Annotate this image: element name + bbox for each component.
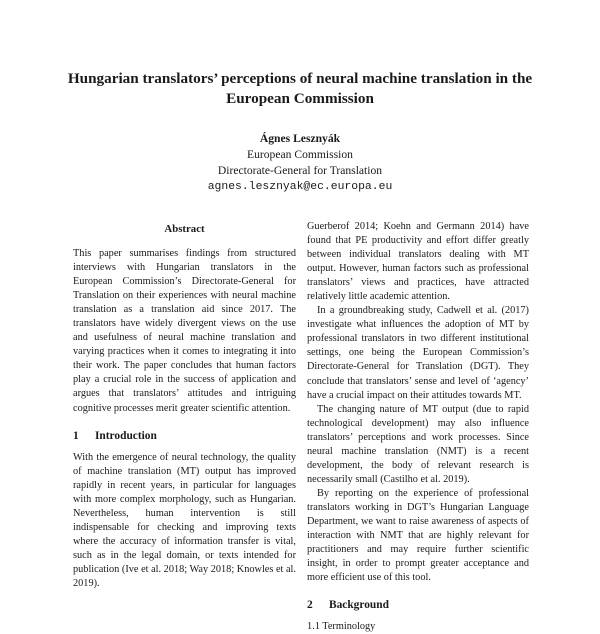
right-paragraph-2: In a groundbreaking study, Cadwell et al. (2017) investigate what influences the adoption of MT by professional translators in two different institutional settings, one being the European Commission’s Directorate-General for Translation (DGT). They conclude that translators’ sense and level of ‘agency’ have a crucial impact on their attitudes towards MT. <box>307 305 529 401</box>
author-department: Directorate-General for Translation <box>217 164 383 177</box>
left-column <box>73 222 296 591</box>
author-email[interactable]: agnes.lesznyak@ec.europa.eu <box>207 181 393 193</box>
paper-title: Hungarian translators’ perceptions of neural machine translation in the European Commission <box>67 70 533 107</box>
section-title: Introduction <box>95 429 157 442</box>
section-heading-introduction <box>73 429 296 443</box>
right-column <box>307 220 529 634</box>
section-heading-background <box>307 598 529 612</box>
right-paragraph-1: Guerberof 2014; Koehn and Germann 2014) have found that PE productivity and effort differ greatly between individual translators dealing with MT output. However, human factors such as professional translators’ views and practices, have attracted relatively little academic attention. <box>307 221 529 303</box>
background-partial-line: 1.1 Terminology <box>307 621 376 633</box>
section-title: Background <box>329 599 389 612</box>
author-name: Ágnes Lesznyák <box>259 132 341 145</box>
section-number: 2 <box>307 599 313 612</box>
abstract-heading: Abstract <box>164 223 205 235</box>
section-number: 1 <box>73 429 79 442</box>
right-paragraph-3: The changing nature of MT output (due to rapid technological development) may also influence translators’ perceptions and work processes. Since neural machine translation (NMT) is a recent development, the body of relevant research is necessarily small (Castilho et al. 2019). <box>307 403 529 485</box>
author-affiliation: European Commission <box>247 148 353 161</box>
abstract-text: This paper summarises findings from structured interviews with Hungarian translators in the European Commission’s Directorate-General for Translation on their experiences with neural machine translation as a translation aid since 2017. The translators have widely divergent views on the use and usefulness of neural machine translation and varying practices when it comes to integrating it into their work. The paper concludes that human factors play a crucial role in the success of application and argues that translators’ attitudes and intriguing cognitive processes merit greater scientific attention. <box>73 248 296 414</box>
right-paragraph-4: By reporting on the experience of professional translators working in DGT’s Hungarian Language Department, we want to raise awareness of aspects of interaction with NMT that are highly relevant for practitioners and may require further scientific insight, in order to prompt greater acceptance and more efficient use of this tool. <box>307 487 529 584</box>
author-block <box>0 131 600 195</box>
introduction-paragraph: With the emergence of neural technology, the quality of machine translation (MT) output has improved rapidly in recent years, in particular for languages with more complex morphology, such as Hungarian. Nevertheless, human intervention is still indispensable for checking and improving texts where the accuracy of information transfer is vital, such as in the legal domain, or texts intended for publication (Ive et al. 2018; Way 2018; Knowles et al. 2019). <box>73 451 296 589</box>
